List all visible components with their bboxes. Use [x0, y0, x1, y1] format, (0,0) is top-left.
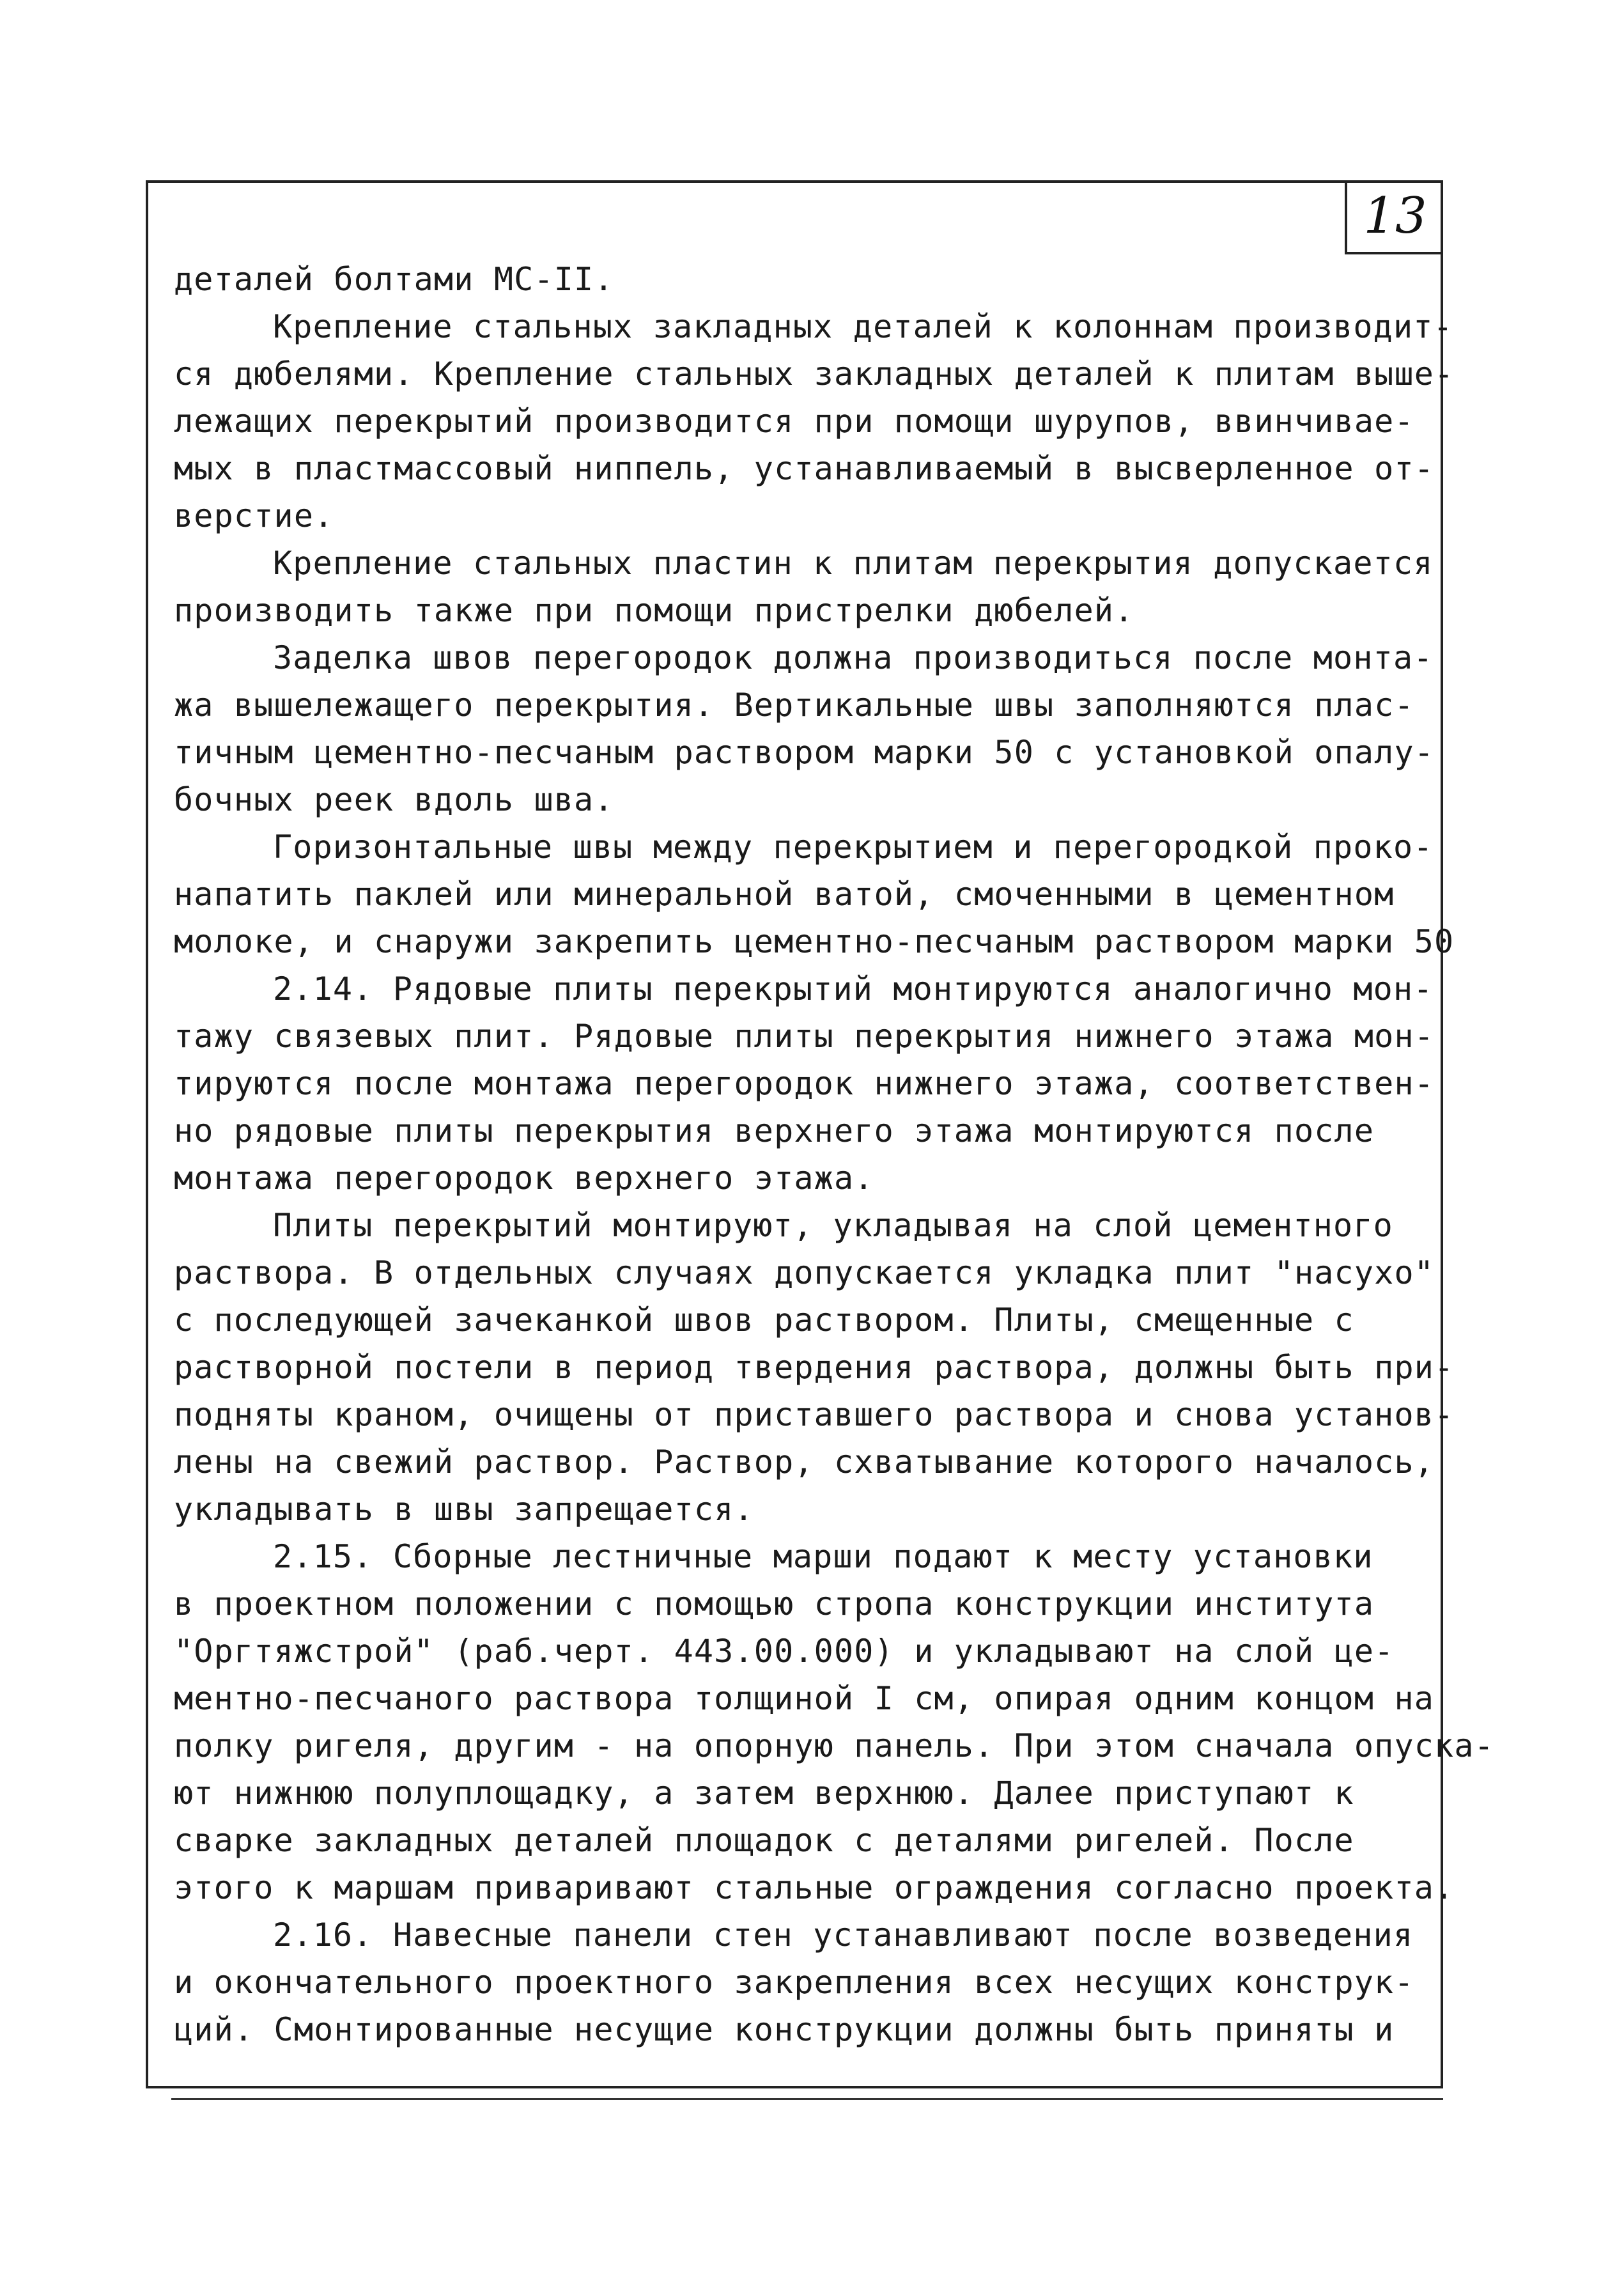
text-line: полку ригеля, другим - на опорную панель. При этом сначала опуска- — [174, 1727, 1494, 1764]
text-line: жа вышележащего перекрытия. Вертикальные швы заполняются плас- — [174, 687, 1414, 724]
text-line: ся дюбелями. Крепление стальных закладных деталей к плитам выше- — [174, 355, 1455, 393]
text-line: укладывать в швы запрещается. — [174, 1491, 754, 1528]
text-line: молоке, и снаружи закрепить цементно-песчаным раствором марки 50 — [174, 923, 1455, 960]
text-line: но рядовые плиты перекрытия верхнего этажа монтируются после — [174, 1112, 1375, 1149]
text-line: мых в пластмассовый ниппель, устанавливаемый в высверленное от- — [174, 450, 1435, 487]
text-line: производить также при помощи пристрелки дюбелей. — [174, 592, 1134, 629]
text-line: 2.16. Навесные панели стен устанавливают после возведения — [273, 1916, 1414, 1954]
text-line: тичным цементно-песчаным раствором марки 50 с установкой опалу- — [174, 734, 1435, 771]
text-line: "Оргтяжстрой" (раб.черт. 443.00.000) и укладывают на слой це- — [174, 1633, 1395, 1670]
text-line: тажу связевых плит. Рядовые плиты перекрытия нижнего этажа мон- — [174, 1018, 1435, 1055]
text-line: раствора. В отдельных случаях допускается укладка плит "насухо" — [174, 1254, 1435, 1291]
text-line: ют нижнюю полуплощадку, а затем верхнюю. Далее приступают к — [174, 1775, 1354, 1812]
text-line: ций. Смонтированные несущие конструкции должны быть приняты и — [174, 2011, 1395, 2048]
text-line: Крепление стальных закладных деталей к колоннам производит- — [273, 308, 1453, 345]
text-line: Крепление стальных пластин к плитам перекрытия допускается — [273, 545, 1434, 582]
bottom-rule — [171, 2098, 1443, 2100]
text-line: верстие. — [174, 497, 334, 534]
text-line: ментно-песчаного раствора толщиной I см, опирая одним концом на — [174, 1680, 1435, 1717]
text-line: 2.14. Рядовые плиты перекрытий монтируются аналогично мон- — [273, 970, 1434, 1007]
text-line: сварке закладных деталей площадок с деталями ригелей. После — [174, 1822, 1354, 1859]
text-line: монтажа перегородок верхнего этажа. — [174, 1160, 874, 1197]
text-line: и окончательного проектного закрепления всех несущих конструк- — [174, 1964, 1414, 2001]
text-line: подняты краном, очищены от приставшего раствора и снова установ- — [174, 1396, 1455, 1433]
text-line: 2.15. Сборные лестничные марши подают к месту установки — [273, 1538, 1373, 1575]
page-number: 13 — [1345, 180, 1443, 254]
text-line: лены на свежий раствор. Раствор, схватывание которого началось, — [174, 1443, 1435, 1481]
body-text — [174, 256, 1494, 2053]
text-line: тируются после монтажа перегородок нижнего этажа, соответствен- — [174, 1065, 1435, 1102]
text-line: Горизонтальные швы между перекрытием и перегородкой проко- — [273, 828, 1434, 866]
text-line: Плиты перекрытий монтируют, укладывая на слой цементного — [273, 1207, 1393, 1244]
text-line: в проектном положении с помощью стропа конструкции института — [174, 1585, 1375, 1622]
text-line: лежащих перекрытий производится при помощи шурупов, ввинчивае- — [174, 403, 1414, 440]
text-line: напатить паклей или минеральной ватой, смоченными в цементном — [174, 876, 1395, 913]
text-line: бочных реек вдоль шва. — [174, 781, 614, 818]
text-line: с последующей зачеканкой швов раствором. Плиты, смещенные с — [174, 1302, 1354, 1339]
text-line: деталей болтами МС-II. — [174, 261, 614, 298]
text-line: этого к маршам приваривают стальные ограждения согласно проекта. — [174, 1869, 1455, 1906]
text-line: растворной постели в период твердения раствора, должны быть при- — [174, 1349, 1455, 1386]
text-line: Заделка швов перегородок должна производиться после монта- — [273, 639, 1434, 676]
